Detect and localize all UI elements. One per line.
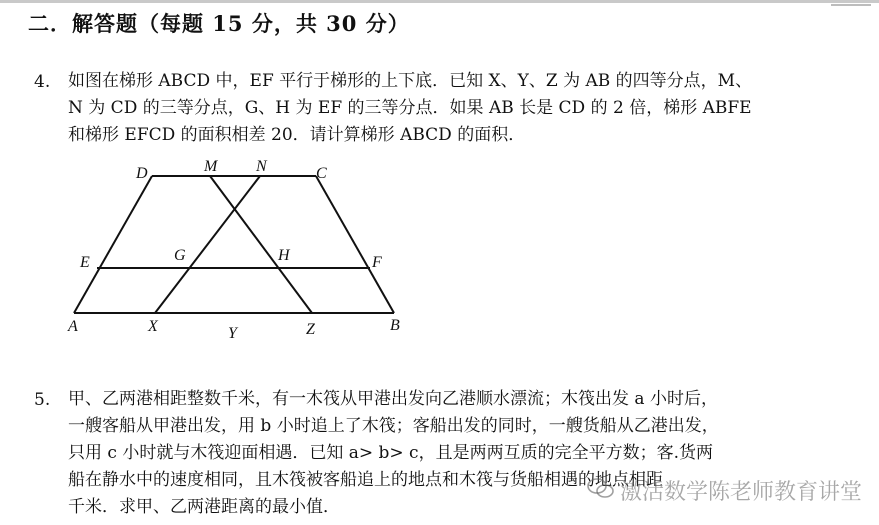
label-a: A (68, 318, 78, 335)
label-e: E (80, 254, 90, 271)
side-ad (74, 176, 152, 313)
label-x: X (148, 318, 158, 335)
label-h: H (278, 247, 290, 264)
label-f: F (372, 254, 382, 271)
side-bc (316, 176, 394, 313)
segment-xn (155, 176, 260, 313)
label-d: D (136, 165, 148, 182)
top-border (0, 0, 879, 3)
segment-zm (210, 176, 312, 313)
label-c: C (316, 165, 327, 182)
corner-mark (831, 4, 871, 6)
label-n: N (256, 158, 267, 175)
problem-5-line-2: 一艘客船从甲港出发，用 b 小时追上了木筏；客船出发的同时，一艘货船从乙港出发， (68, 416, 719, 436)
label-b: B (390, 317, 400, 334)
label-g: G (174, 247, 186, 264)
problem-4-line-2: N 为 CD 的三等分点，G、H 为 EF 的三等分点．如果 AB 长是 CD 的 2 倍，梯形 ABFE (68, 98, 752, 118)
problem-4-line-3: 和梯形 EFCD 的面积相差 20．请计算梯形 ABCD 的面积． (68, 125, 526, 145)
section-heading: 二．解答题（每题 15 分，共 30 分） (28, 11, 410, 36)
problem-5-line-4: 船在静水中的速度相同，且木筏被客船追上的地点和木筏与货船相遇的地点相距 (68, 470, 663, 490)
problem-5-line-5: 千米．求甲、乙两港距离的最小值． (68, 497, 340, 517)
watermark-text: 激活数学陈老师教育讲堂 (620, 480, 863, 505)
wechat-icon (586, 476, 616, 500)
problem-4-number: 4. (34, 72, 51, 92)
problem-4-line-1: 如图在梯形 ABCD 中，EF 平行于梯形的上下底．已知 X、Y、Z 为 AB 的四等分点，M、 (68, 71, 753, 91)
problem-5-line-1: 甲、乙两港相距整数千米，有一木筏从甲港出发向乙港顺水漂流；木筏出发 a 小时后， (68, 389, 718, 409)
trapezoid-figure (60, 150, 420, 350)
problem-5-line-3: 只用 c 小时就与木筏迎面相遇．已知 a> b> c，且是两两互质的完全平方数；客.货两 (68, 443, 713, 463)
label-z: Z (306, 321, 315, 338)
label-y: Y (228, 325, 237, 342)
problem-5-number: 5. (34, 390, 51, 410)
label-m: M (204, 158, 218, 175)
